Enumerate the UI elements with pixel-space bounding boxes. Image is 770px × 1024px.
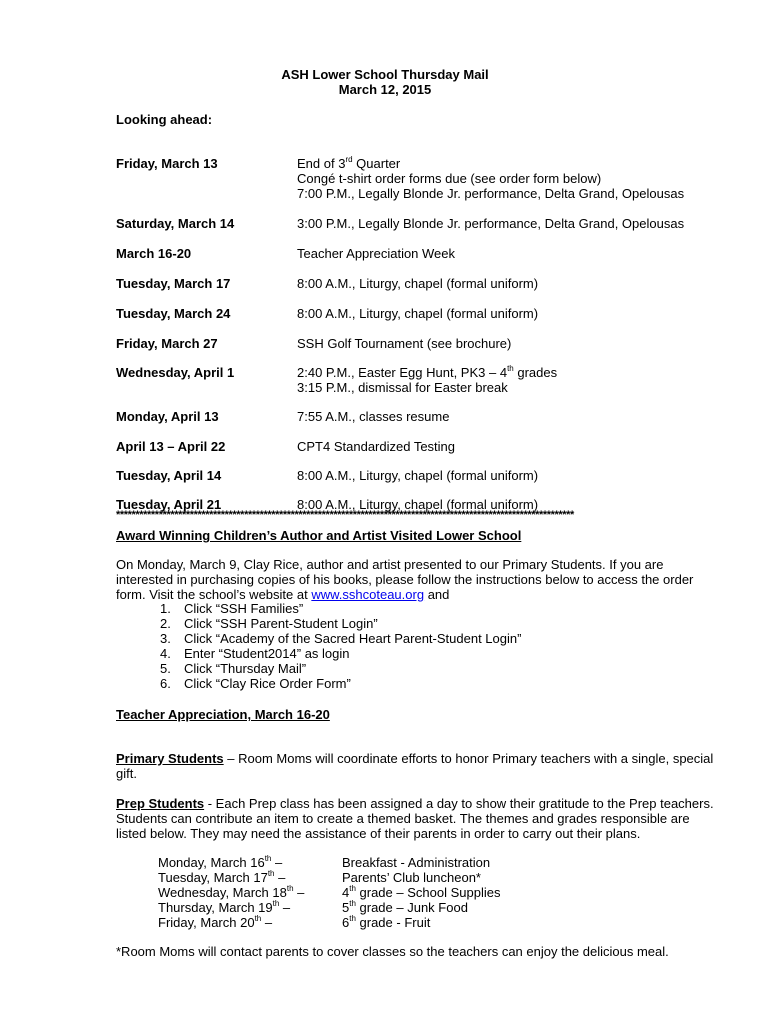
event-line: 8:00 A.M., Liturgy, chapel (formal uniform) — [297, 468, 539, 483]
prep-students-paragraph: Prep Students - Each Prep class has been assigned a day to show their gratitude to the Prep teachers. Students can contribute an item to create a themed basket. The themes and grades responsible are listed below. They may need the assistance of their parents in order to carry out their plans. — [116, 796, 714, 841]
event-line: Congé t-shirt order forms due (see order form below) — [297, 171, 602, 186]
schedule-day: Monday, March 16th – — [158, 854, 283, 870]
award-paragraph: On Monday, March 9, Clay Rice, author and artist presented to our Primary Students. If you are interested in purchasing copies of his books, please follow the instructions below to access the order form. Visit the school’s website at www.sshcoteau.org and — [116, 557, 694, 602]
schedule-day: Thursday, March 19th – — [158, 899, 291, 915]
event-date: Saturday, March 14 — [116, 216, 235, 231]
event-line: 3:15 P.M., dismissal for Easter break — [297, 380, 508, 395]
event-date: Tuesday, March 24 — [116, 306, 231, 321]
list-item: 1. Click “SSH Families” — [160, 601, 304, 616]
event-line: 8:00 A.M., Liturgy, chapel (formal uniform) — [297, 497, 539, 512]
schedule-theme: Breakfast - Administration — [342, 855, 491, 870]
schedule-day: Friday, March 20th – — [158, 914, 273, 930]
schedule-theme: 4th grade – School Supplies — [342, 884, 501, 900]
event-line: 8:00 A.M., Liturgy, chapel (formal uniform) — [297, 276, 539, 291]
event-date: Tuesday, April 21 — [116, 497, 222, 512]
event-line: CPT4 Standardized Testing — [297, 439, 456, 454]
list-item: 3. Click “Academy of the Sacred Heart Parent-Student Login” — [160, 631, 522, 646]
event-date: April 13 – April 22 — [116, 439, 226, 454]
event-line: 7:55 A.M., classes resume — [297, 409, 450, 424]
schedule-theme: Parents’ Club luncheon* — [342, 870, 481, 885]
event-date: Tuesday, April 14 — [116, 468, 222, 483]
event-line: 3:00 P.M., Legally Blonde Jr. performance, Delta Grand, Opelousas — [297, 216, 685, 231]
looking-ahead-heading: Looking ahead: — [116, 112, 213, 127]
event-line: 7:00 P.M., Legally Blonde Jr. performance, Delta Grand, Opelousas — [297, 186, 685, 201]
event-line: 8:00 A.M., Liturgy, chapel (formal uniform) — [297, 306, 539, 321]
event-date: March 16-20 — [116, 246, 192, 261]
event-date: Wednesday, April 1 — [116, 365, 235, 380]
award-heading: Award Winning Children’s Author and Artist Visited Lower School — [116, 528, 522, 543]
footnote: *Room Moms will contact parents to cover classes so the teachers can enjoy the delicious meal. — [116, 944, 669, 959]
event-date: Friday, March 13 — [116, 156, 218, 171]
separator-line: ********************************************************************************************************************** — [116, 510, 574, 520]
schedule-theme: 6th grade - Fruit — [342, 914, 431, 930]
school-website-link[interactable]: www.sshcoteau.org — [311, 587, 425, 602]
event-date: Tuesday, March 17 — [116, 276, 231, 291]
event-line: 2:40 P.M., Easter Egg Hunt, PK3 – 4th grades — [297, 364, 558, 380]
list-item: 6. Click “Clay Rice Order Form” — [160, 676, 351, 691]
document-title: ASH Lower School Thursday Mail — [281, 67, 489, 82]
list-item: 2. Click “SSH Parent-Student Login” — [160, 616, 378, 631]
event-line: SSH Golf Tournament (see brochure) — [297, 336, 512, 351]
primary-students-paragraph: Primary Students – Room Moms will coordinate efforts to honor Primary teachers with a single, special gift. — [116, 751, 714, 781]
document-date: March 12, 2015 — [338, 82, 432, 97]
list-item: 5. Click “Thursday Mail” — [160, 661, 307, 676]
event-date: Monday, April 13 — [116, 409, 219, 424]
schedule-theme: 5th grade – Junk Food — [342, 899, 468, 915]
order-steps-list — [160, 601, 521, 691]
event-date: Friday, March 27 — [116, 336, 218, 351]
schedule-day: Tuesday, March 17th – — [158, 869, 286, 885]
schedule-day: Wednesday, March 18th – — [158, 884, 305, 900]
event-line: Teacher Appreciation Week — [297, 246, 456, 261]
event-line: End of 3rd Quarter — [297, 155, 401, 171]
list-item: 4. Enter “Student2014” as login — [160, 646, 350, 661]
teacher-appreciation-heading: Teacher Appreciation, March 16-20 — [116, 707, 330, 722]
